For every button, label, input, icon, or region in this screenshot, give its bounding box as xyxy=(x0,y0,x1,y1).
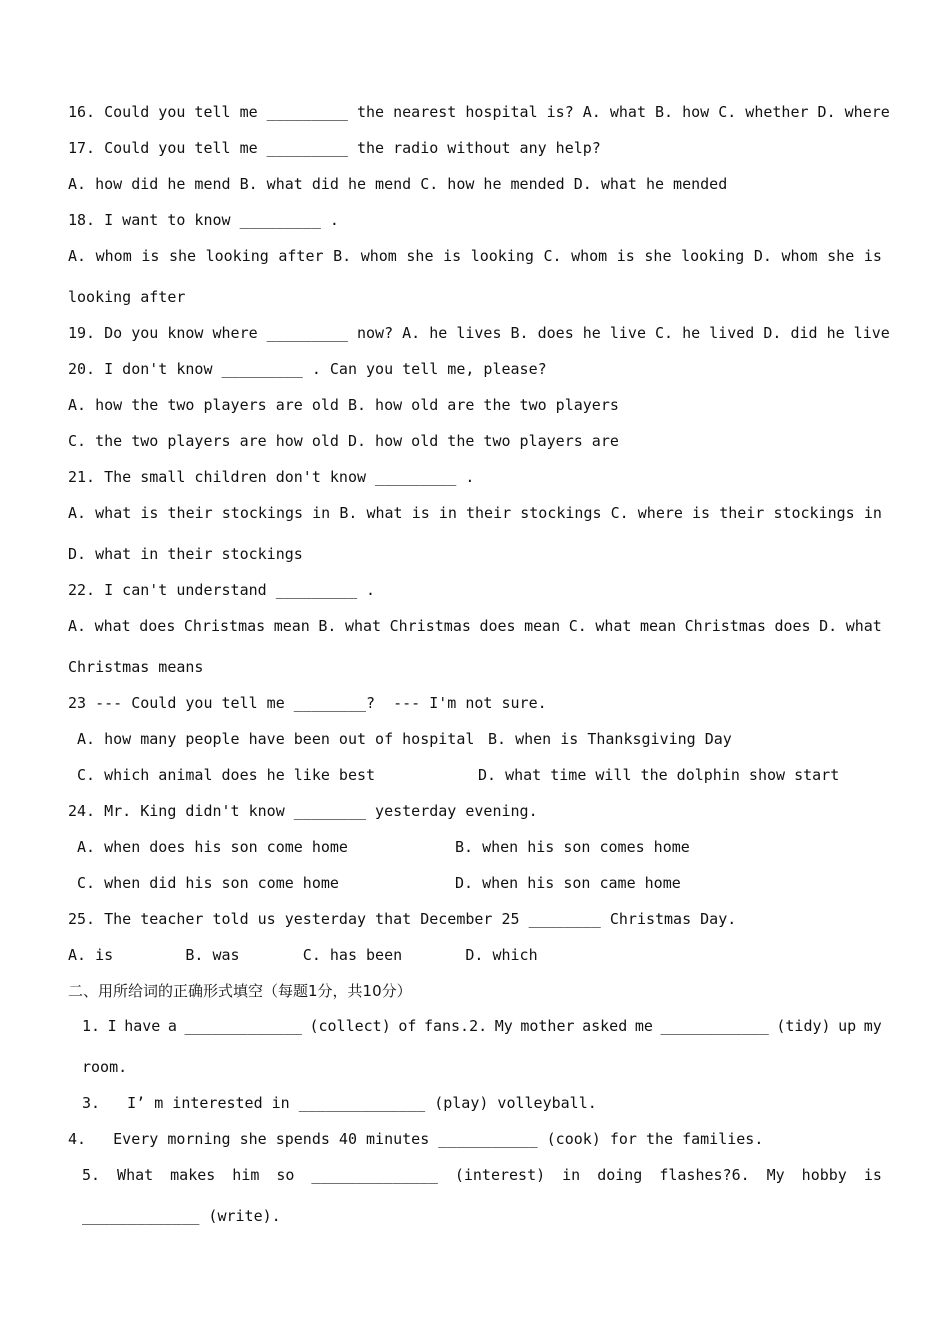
word: is xyxy=(863,1166,882,1184)
word: in xyxy=(863,504,882,522)
question-17: 17. Could you tell me _________ the radio without any help? xyxy=(68,139,601,157)
word: A. xyxy=(68,617,87,635)
word: A. xyxy=(68,504,87,522)
word: she xyxy=(168,247,197,265)
question-20-options-cd: C. the two players are how old D. how old the two players are xyxy=(68,432,619,450)
question-24-option-d: D. when his son came home xyxy=(455,874,681,892)
question-24-option-b: B. when his son comes home xyxy=(455,838,690,856)
word: mean xyxy=(524,617,561,635)
question-23: 23 --- Could you tell me ________? --- I'm not sure. xyxy=(68,694,547,712)
question-18: 18. I want to know _________ . xyxy=(68,211,339,229)
word: does xyxy=(139,617,176,635)
word: stockings xyxy=(520,504,602,522)
question-22-options xyxy=(68,616,882,636)
question-21-options-continued: D. what in their stockings xyxy=(68,545,303,563)
fill-in-items-5-6-continued: _____________ (write). xyxy=(82,1207,281,1225)
word: 1. xyxy=(82,1017,101,1035)
word: him xyxy=(232,1166,260,1184)
word: she xyxy=(406,247,434,265)
section-2-heading: 二、用所给词的正确形式填空（每题1分，共10分） xyxy=(68,982,412,1000)
word: what xyxy=(95,504,132,522)
word: B. xyxy=(339,504,358,522)
word: does xyxy=(774,617,811,635)
question-20: 20. I don't know _________ . Can you tell me, please? xyxy=(68,360,547,378)
word: mean xyxy=(273,617,310,635)
word: whom xyxy=(571,247,608,265)
word: whom xyxy=(95,247,132,265)
word: D. xyxy=(753,247,772,265)
question-23-option-b: B. when is Thanksgiving Day xyxy=(488,730,732,748)
fill-in-item-3: 3. I’ m interested in ______________ (play) volleyball. xyxy=(82,1094,597,1112)
word: their xyxy=(167,504,213,522)
word: where xyxy=(637,504,683,522)
word: flashes?6. xyxy=(659,1166,750,1184)
word: (interest) xyxy=(454,1166,546,1184)
fill-in-items-1-2-continued: room. xyxy=(82,1058,128,1076)
word: stockings xyxy=(221,504,304,522)
word: D. xyxy=(819,617,838,635)
word: C. xyxy=(543,247,562,265)
question-23-option-d: D. what time will the dolphin show start xyxy=(478,766,840,784)
word: asked xyxy=(582,1017,628,1035)
question-23-option-c: C. which animal does he like best xyxy=(68,766,376,784)
word: in xyxy=(438,504,457,522)
word: what xyxy=(94,617,131,635)
word: up xyxy=(838,1017,857,1035)
word: is xyxy=(863,247,882,265)
word: B. xyxy=(333,247,352,265)
word: stockings xyxy=(773,504,855,522)
word: I xyxy=(107,1017,117,1035)
word: looking xyxy=(681,247,745,265)
word: have xyxy=(124,1017,161,1035)
word: mean xyxy=(640,617,677,635)
question-22-options-continued: Christmas means xyxy=(68,658,204,676)
fill-in-item-4: 4. Every morning she spends 40 minutes ___________ (cook) for the families. xyxy=(68,1130,764,1148)
word: makes xyxy=(170,1166,216,1184)
word: is xyxy=(140,504,159,522)
word: (tidy) xyxy=(776,1017,831,1035)
word: ______________ xyxy=(311,1166,438,1184)
word: looking xyxy=(205,247,269,265)
word: in xyxy=(562,1166,581,1184)
word: what xyxy=(845,617,882,635)
question-21: 21. The small children don't know _________ . xyxy=(68,468,475,486)
word: she xyxy=(827,247,855,265)
word: Christmas xyxy=(389,617,471,635)
question-20-options-ab: A. how the two players are old B. how old are the two players xyxy=(68,396,619,414)
word: she xyxy=(644,247,672,265)
question-21-options xyxy=(68,503,882,523)
question-25-options: A. is B. was C. has been D. which xyxy=(68,946,538,964)
word: mother xyxy=(520,1017,575,1035)
word: Christmas xyxy=(183,617,266,635)
word: so xyxy=(276,1166,295,1184)
question-24-option-a: A. when does his son come home xyxy=(68,838,348,856)
word: their xyxy=(719,504,765,522)
question-24-option-c: C. when did his son come home xyxy=(68,874,339,892)
word: what xyxy=(366,504,403,522)
word: Christmas xyxy=(684,617,766,635)
question-25: 25. The teacher told us yesterday that December 25 ________ Christmas Day. xyxy=(68,910,737,928)
word: hobby xyxy=(801,1166,847,1184)
word: My xyxy=(494,1017,513,1035)
word: after xyxy=(278,247,324,265)
word: What xyxy=(117,1166,154,1184)
word: is xyxy=(692,504,711,522)
word: C. xyxy=(568,617,587,635)
word: doing xyxy=(597,1166,643,1184)
word: C. xyxy=(610,504,629,522)
word: whom xyxy=(781,247,818,265)
question-18-options-continued: looking after xyxy=(68,288,186,306)
word: A. xyxy=(68,247,87,265)
word: ____________ xyxy=(660,1017,769,1035)
question-19: 19. Do you know where _________ now? A. he lives B. does he live C. he lived D. did he live xyxy=(68,324,890,342)
word: whom xyxy=(360,247,397,265)
word: 5. xyxy=(82,1166,101,1184)
question-16: 16. Could you tell me _________ the nearest hospital is? A. what B. how C. whether D. where xyxy=(68,103,890,121)
word: (collect) xyxy=(309,1017,391,1035)
word: fans.2. xyxy=(423,1017,488,1035)
word: is xyxy=(411,504,430,522)
word: of xyxy=(398,1017,417,1035)
fill-in-items-1-2 xyxy=(82,1016,882,1036)
question-22: 22. I can't understand _________ . xyxy=(68,581,376,599)
word: in xyxy=(312,504,331,522)
word: what xyxy=(344,617,382,635)
fill-in-items-5-6 xyxy=(82,1165,882,1185)
question-17-options: A. how did he mend B. what did he mend C. how he mended D. what he mended xyxy=(68,175,728,193)
word: a xyxy=(167,1017,177,1035)
word: their xyxy=(466,504,512,522)
word: is xyxy=(443,247,462,265)
word: is xyxy=(616,247,635,265)
word: looking xyxy=(470,247,534,265)
question-23-option-a: A. how many people have been out of hospital xyxy=(68,730,475,748)
word: is xyxy=(141,247,160,265)
word: my xyxy=(863,1017,882,1035)
word: _____________ xyxy=(184,1017,302,1035)
question-18-options xyxy=(68,246,882,266)
word: My xyxy=(766,1166,785,1184)
word: does xyxy=(479,617,516,635)
word: me xyxy=(634,1017,653,1035)
question-24: 24. Mr. King didn't know ________ yesterday evening. xyxy=(68,802,538,820)
word: what xyxy=(595,617,632,635)
word: B. xyxy=(318,617,337,635)
